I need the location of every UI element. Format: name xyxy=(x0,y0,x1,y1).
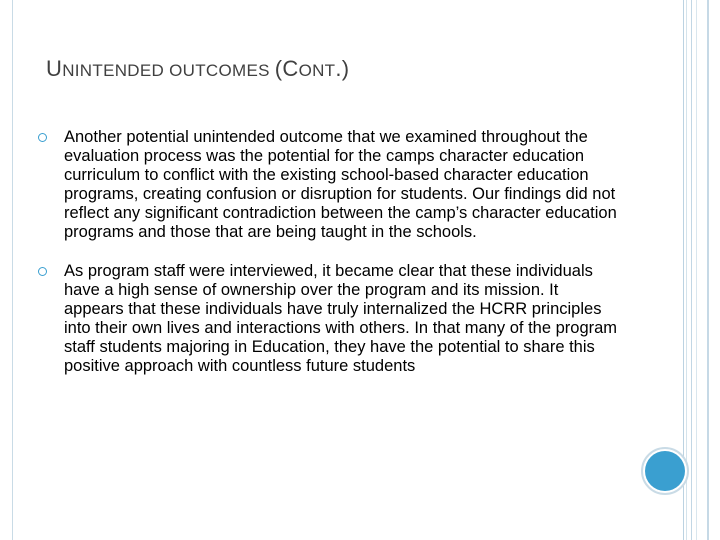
bullet-text: As program staff were interviewed, it became clear that these individuals have a high sense of ownership over the program and its mission. It appears that these individuals have truly internalized the HCRR principles into their own lives and interactions with others. In that many of the program staff students majoring in Education, they have the potential to share this positive approach with countless future students xyxy=(64,262,618,375)
slide-title xyxy=(46,56,606,82)
decorative-circle xyxy=(645,451,685,491)
title-part: (C xyxy=(274,56,299,81)
frame-left-line xyxy=(12,0,13,540)
circle-bullet-icon xyxy=(38,133,47,142)
title-part: NINTENDED OUTCOMES xyxy=(62,61,275,80)
bullet-item xyxy=(38,262,618,376)
frame-right-line xyxy=(707,0,709,540)
bullet-item xyxy=(38,128,618,242)
circle-bullet-icon xyxy=(38,267,47,276)
bullet-list xyxy=(38,128,618,396)
title-part: .) xyxy=(335,56,350,81)
frame-right-line xyxy=(696,0,697,540)
title-part: U xyxy=(46,56,63,81)
bullet-text: Another potential unintended outcome that we examined throughout the evaluation process was the potential for the camps character education curriculum to conflict with the existing school-based character education programs, creating confusion or disruption for students. Our findings did not reflect any significant contradiction between the camp’s character education programs and those that are being taught in the schools. xyxy=(64,128,617,241)
title-part: ONT xyxy=(298,61,336,80)
frame-right-line xyxy=(691,0,692,540)
